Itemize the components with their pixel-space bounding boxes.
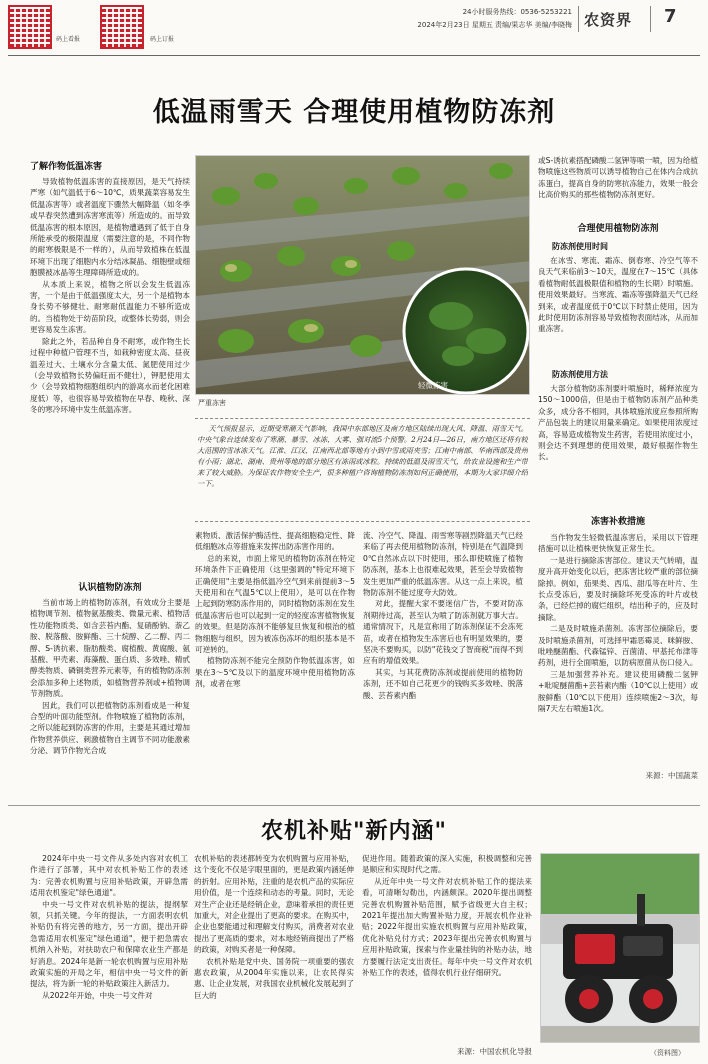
header-divider <box>650 6 651 32</box>
section-body <box>363 530 523 785</box>
section-body <box>538 532 698 768</box>
paragraph: 农机补贴的表述都转变为农机购置与应用补贴，这个变化不仅是字眼里面的，更是政策内涵延伸的折射。应用补贴，注重的是农机产品的实际应用价值，是一个连续和动态的考量。同时，无论对生产企业还是经销企业，意味着承担的责任更加重大，对企业提出了更高的要求。在购买中，企业也要能通过和理解支付购买，消费者对农业提出了更高质的要求，对本地经销商提出了严格的政策，对购买者是一种保障。 <box>194 854 354 955</box>
paragraph: 三是加强营养补充。建议使用磷酸二氢钾+吡啶醚菌酯+芸苔素内酯（10℃以上使用）或胺鲜酯（10℃以下使用）连续喷施2～3次，每隔7天左右喷施1次。 <box>538 669 698 714</box>
qr-code-subscribe[interactable] <box>100 5 146 51</box>
section-body <box>538 255 698 367</box>
paragraph: 流、冷空气、降温、雨雪寒等剧烈降温天气已经来临了再去使用植物防冻剂，特别是在气温降到0℃自然冰点以下时使用，那么即使喷施了植物防冻剂，基本上也很难起效果，甚至会导致植物发生更加严重的低温冻害。从这一点上来说，植物防冻剂不能过度夸大防效。 <box>363 531 523 598</box>
paragraph: 除此之外，若品种自身不耐寒，或作物生长过程中种植户管理不当，如栽种密度太高、昼夜温差过大、土壤水分含量太低、氮肥使用过少（会导致植物长势偏旺而不健壮），钾肥使用太少（会导致植物细胞组织内的游离水而老化困难度低）等，也很容易导致植物在早春、晚秋、深冬的寒冷环境中发生低温冻害。 <box>30 336 190 415</box>
paragraph: 或S-诱抗素搭配磷酸二氢钾等喷一喷，因为给植物喷施这些物质可以诱导植物自己在体内合成抗冻蛋白，提高自身的防寒抗冻能力，效果一般会比高价购买的那些植物防冻剂更好。 <box>538 156 698 200</box>
article-title: 农机补贴"新内涵" <box>261 819 447 844</box>
header-divider <box>578 6 579 32</box>
paragraph: 因此，我们可以把植物防冻剂看成是一种复合型的叶面功能型剂。作物喷施了植物防冻剂，之所以能起到防冻害的作用，主要是其通过增加作物营养供应、刺激植物自主调节不同功能激素分泌、调节作物光合成 <box>30 700 190 756</box>
photo-caption: （资料图） <box>650 1049 685 1057</box>
frost-damage-photo <box>195 155 530 395</box>
section-heading: 合理使用植物防冻剂 <box>577 224 659 234</box>
paragraph: 其实，与其花费防冻剂或提前使用的植物防冻剂，还不如自己花更少的钱购买多效唑、脱落酸、芸苔素内酯 <box>363 667 523 700</box>
section-heading: 冻害补救措施 <box>590 517 645 527</box>
paragraph: 对此，提醒大家不要迷信广告，不要对防冻剂期待过高，甚至认为喷了防冻剂就万事大吉。通常情况下，凡是宣称用了防冻剂保证不会冻死苗，或者在植物发生冻害后也有明显效果的，要坚决不要购买，以防"花钱交了智商税"而得不到应有的增值效果。 <box>363 599 523 666</box>
date-line: 2024年2月23日 星期五 责编/果志华 美编/李晓梅 <box>417 21 572 29</box>
paragraph: 2024年中央一号文件从多处内容对农机工作进行了部署，其中对农机补贴工作的表述为：完善农机购置与应用补贴政策，开辟急需适用农机鉴定"绿色通道"。 <box>30 854 188 898</box>
hotline: 24小时服务热线：0536-5253221 <box>462 8 572 16</box>
article-divider <box>8 805 700 806</box>
paragraph: 大部分植物防冻剂要叶喷施时，稀释浓度为150～1000倍，但是由于植物防冻剂产品种类众多，成分各不相同，具体喷施浓度应参照所购产品包装上的建议用量来确定。如果使用浓度过高，容易造成植物发生药害，若使用浓度过小，则会达不到理想的使用效果，最好根据作物生长。 <box>538 384 698 462</box>
section-body <box>195 530 355 785</box>
paragraph: 促进作用。随着政策的深入实施，积极调整和完善是顺应和实现时代之需。 <box>362 854 532 875</box>
qr-view-label: 码上看报 <box>56 36 81 43</box>
paragraph: 导致植物低温冻害的直接原因，是天气持续严寒（如气温低于6～10℃，质果蔬菜容易发生低温冻害等）或者温度下骤然大幅降温（如冬季或早春突然遭到冻害寒流等）所造成的。而导致低温冻害的根本原因，是植物遭遇到了低于自身所能承受的极限温度（需要注意的是，不同作物的耐寒极限是不一样的），从而导致植株在低温环境下出现了细胞内水分结冰凝晶、细胞壁或细胞膜被冰晶等生理障碍所造成的。 <box>30 177 190 278</box>
section-heading: 认识植物防冻剂 <box>78 583 142 593</box>
article-source: 来源：中国蔬菜 <box>645 771 698 780</box>
section-body <box>362 853 532 1043</box>
page-number: 7 <box>664 6 677 27</box>
section-body <box>538 155 698 217</box>
paragraph: 从近年中央一号文件对农机补贴工作的提法来看，可清晰勾勒出，内涵颇深。2020年提出调整完善农机购置补贴范围，赋予省级更大自主权；2021年提出加大购置补贴力度，开展农机作业补贴；2022年提出实施农机购置与应用补贴政策，优化补贴兑付方式；2023年提出完善农机购置与应用补贴政策，探索与作业量挂钩的补贴办法，地方要履行法定支出责任。每年中央一号文件对农机补贴工作的表述，值得农机行业仔细研究。 <box>362 876 532 978</box>
paragraph: 素物质、激活保护酶活性、提高细胞稳定性、降低细胞冰点等措施来发挥出防冻害作用的。 <box>195 531 355 552</box>
inset-caption: 轻微冻害 <box>418 381 448 390</box>
header-rule <box>8 55 700 56</box>
section-name: 农资界 <box>584 11 633 29</box>
paragraph: 从本质上来说，植物之所以会发生低温冻害，一个是由于低温强度太大，另一个是植物本身长势不够健壮、耐寒耐低温能力不够所造成的。当植物处于幼苗阶段，或整体长势弱，则会更容易发生冻害。 <box>30 279 190 335</box>
section-body <box>538 383 698 511</box>
article-title: 低温雨雪天 合理使用植物防冻剂 <box>152 97 556 128</box>
article-source: 来源：中国农机化导报 <box>457 1047 532 1056</box>
section-heading: 了解作物低温冻害 <box>30 162 103 172</box>
section-body <box>30 176 190 576</box>
farm-machinery-photo <box>540 853 700 1043</box>
paragraph: 二是及时喷施杀菌剂。冻害部位摘除后，要及时喷施杀菌剂，可选择甲霜恶霉灵、咪鲜胺、吡唑醚菌酯、代森锰锌、百菌清、甲基托布津等药剂，进行全面喷施，以防病原菌从伤口侵入。 <box>538 624 698 668</box>
qr-subscribe-label: 码上订报 <box>150 36 175 43</box>
paragraph: 当前市场上的植物防冻剂，有效成分主要是植物调节剂、植物氨基酸类、微量元素、植物活性功能物质类、如含芸苔内酯、复硝酚钠、萘乙胺、脱落酸、胺鲜酯、三十烷醇、乙二醇、丙二醇、S-诱抗素、脂肪酸类、腐植酸、黄腐酸、氨基酸、甲壳素、海藻酸、蛋白质、多效唑、精甙醇类物质、磷铜类营养元素等，有的植物防冻剂会添加多种上述物质，如植物营养剂或+植物调节剂物质。 <box>30 598 190 699</box>
subsection-heading: 防冻剂使用时间 <box>552 242 608 251</box>
section-body <box>30 853 188 1058</box>
paragraph: 从2022年开始，中央一号文件对 <box>42 990 153 1000</box>
section-body <box>30 597 190 785</box>
paragraph: 当作物发生轻微低温冻害后，采用以下管理措施可以让植株更快恢复正常生长。 <box>538 533 698 554</box>
paragraph: 中央一号文件对农机补贴的提法，提纲挈领，只抓关键。今年的提法，一方面表明农机补贴仍有将完善的地方，另一方面，提出开辟急需适用农机鉴定"绿色通道"，便于把急需农机纳入补贴，对扶助农户和保障农业生产都是好消息。2024年是新一轮农机购置与应用补贴政策实施的开局之年，相信中央一号文件的新提法，将为新一轮的补贴政策注入新活力。 <box>30 899 188 989</box>
paragraph: 总的来说，市面上常见的植物防冻剂在特定环境条件下正确使用（这里强调的"特定环境下正确使用"主要是指低温冷空气到来前提前3～5天使用和在气温5℃以上使用），是可以在作物上起到防寒防冻作用的，同时植物防冻剂在发生低温冻害后也可以起到一定的轻度冻害植物恢复的效果。但是防冻剂不能够复旦恢复和根治的植物细胞与组织，因为被冻伤冻坏的组织基本是不可逆转的。 <box>195 553 355 655</box>
section-body <box>194 853 354 1058</box>
paragraph: 农机补贴是党中央、国务院一项重要的强农惠农政策，从2004年实施以来，让农民得实惠、让企业发展，对我国农业机械化发展起到了巨大的 <box>194 956 354 1000</box>
photo-caption: 严重冻害 <box>198 399 226 407</box>
paragraph: 一是进行摘除冻害部位。建议天气转晴，温度升高开始变化以后，把冻害比较严重的部位摘除掉。例如，茄果类、西瓜、甜瓜等在叶片、生长点受冻后，要及时摘除坏死受冻的叶片或枝条，已经烂掉的腐烂组织，结出种子的，应及时摘除。 <box>538 555 698 622</box>
paragraph: 植物防冻剂不能完全预防作物低温冻害，如果在3～5℃及以下的温度环境中使用植物防冻剂，或者在寒 <box>195 656 355 689</box>
weather-intro-text: 天气预报显示，近期受寒潮天气影响，我国中东部地区及南方地区陆续出现大风、降温、雨雪天气。中央气象台连续发布了寒潮、暴雪、冰冻、大雾、强对流5个预警。2月24日—26日，南方地区还将有较大范围的雪冰冻天气。江淮、江汉、江南西北部等地有小到中雪或雨夹雪；江南中南部、华南西部及贵州有小雨；湖北、湖南、贵州等地的部分地区有冻雨或冰粒。持续的低温及雨雪天气，给农业设施和生产带来了较大威胁。为保证农作物安全生产，很多种植户咨询植物防冻剂如何正确使用，本期为大家详细介绍一下。 <box>197 424 528 488</box>
paragraph: 在冰雪、寒流、霜冻、倒春寒、冷空气等不良天气来临前3～10天，温度在7～15℃（具体看植物耐低温极限值和植物的生长期）时喷施。使用效果最好。当寒流、霜冻等强降温天气已经到来，或者温度低于0℃以下时禁止使用，因为此时使用防冻剂容易导致植物表面结冰，从而加重冻害。 <box>538 256 698 334</box>
weather-intro-box <box>195 418 530 522</box>
subsection-heading: 防冻剂使用方法 <box>552 370 608 379</box>
qr-code-view[interactable] <box>8 5 54 51</box>
